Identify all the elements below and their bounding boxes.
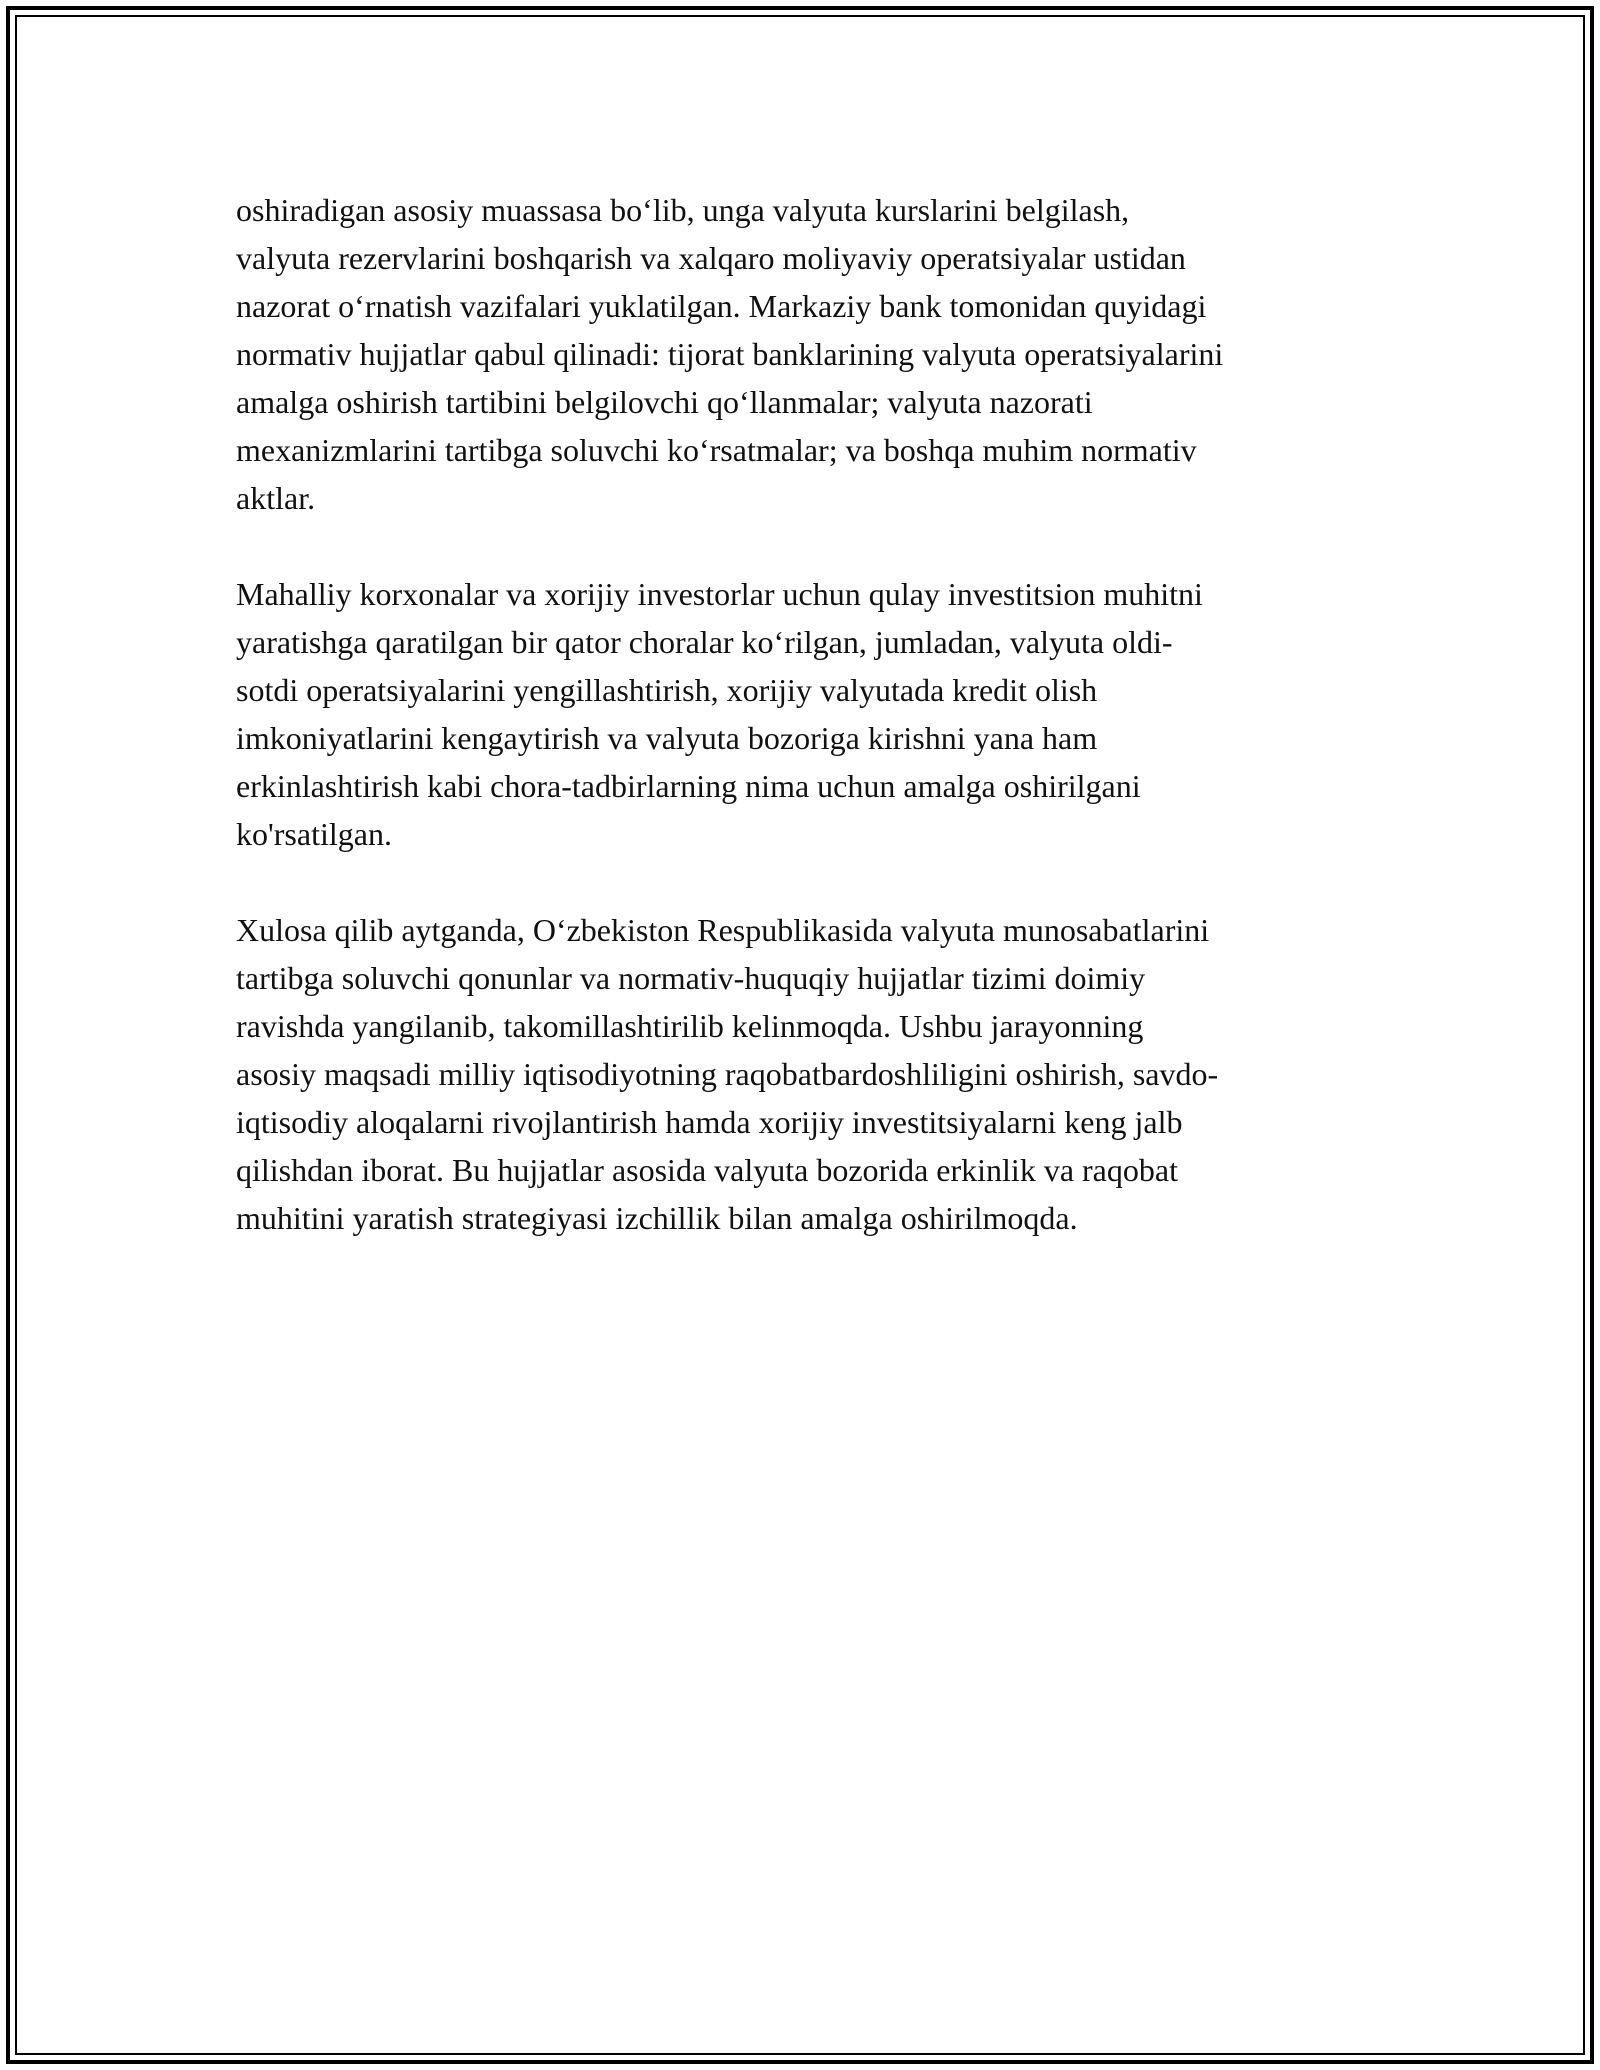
text-line: sotdi operatsiyalarini yengillashtirish, xorijiy valyutada kredit olish	[236, 672, 1098, 708]
text-line: valyuta rezervlarini boshqarish va xalqaro moliyaviy operatsiyalar ustidan	[236, 240, 1186, 276]
text-line: iqtisodiy aloqalarni rivojlantirish hamda xorijiy investitsiyalarni keng jalb	[236, 1104, 1183, 1140]
text-line: imkoniyatlarini kengaytirish va valyuta bozoriga kirishni yana ham	[236, 720, 1098, 756]
paragraph-1	[236, 186, 1386, 522]
text-line: ko'rsatilgan.	[236, 816, 392, 852]
text-line: asosiy maqsadi milliy iqtisodiyotning raqobatbardoshliligini oshirish, savdo-	[236, 1056, 1219, 1092]
text-line: oshiradigan asosiy muassasa bo‘lib, unga valyuta kurslarini belgilash,	[236, 192, 1130, 228]
text-line: qilishdan iborat. Bu hujjatlar asosida valyuta bozorida erkinlik va raqobat	[236, 1152, 1178, 1188]
text-line: yaratishga qaratilgan bir qator choralar ko‘rilgan, jumladan, valyuta oldi-	[236, 624, 1173, 660]
text-line: ravishda yangilanib, takomillashtirilib kelinmoqda. Ushbu jarayonning	[236, 1008, 1144, 1044]
text-line: amalga oshirish tartibini belgilovchi qo‘llanmalar; valyuta nazorati	[236, 384, 1093, 420]
text-line: Mahalliy korxonalar va xorijiy investorlar uchun qulay investitsion muhitni	[236, 576, 1203, 612]
text-line: muhitini yaratish strategiyasi izchillik bilan amalga oshirilmoqda.	[236, 1200, 1078, 1236]
text-line: aktlar.	[236, 480, 316, 516]
text-line: nazorat o‘rnatish vazifalari yuklatilgan. Markaziy bank tomonidan quyidagi	[236, 288, 1207, 324]
text-line: erkinlashtirish kabi chora-tadbirlarning nima uchun amalga oshirilgani	[236, 768, 1141, 804]
text-line: normativ hujjatlar qabul qilinadi: tijorat banklarining valyuta operatsiyalarini	[236, 336, 1224, 372]
document-body	[236, 186, 1386, 1290]
paragraph-3	[236, 906, 1386, 1242]
paragraph-2	[236, 570, 1386, 858]
text-line: mexanizmlarini tartibga soluvchi ko‘rsatmalar; va boshqa muhim normativ	[236, 432, 1197, 468]
text-line: Xulosa qilib aytganda, O‘zbekiston Respublikasida valyuta munosabatlarini	[236, 912, 1210, 948]
text-line: tartibga soluvchi qonunlar va normativ-huquqiy hujjatlar tizimi doimiy	[236, 960, 1146, 996]
